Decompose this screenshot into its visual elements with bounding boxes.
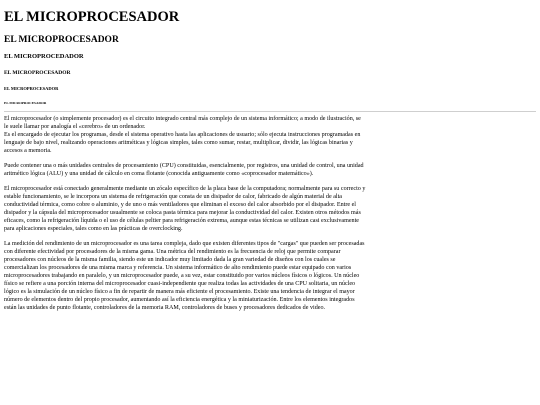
- paragraph-definition-line-2: Es el encargado de ejecutar los programas, desde el sistema operativo hasta las aplicaciones de usuario; sólo ejecuta instrucciones programadas en lenguaje de bajo nivel, realizando operaciones aritméticas y lógicas simples, tales como sumar, restar, multiplicar, dividir, las lógicas binarias y accesos a memoria.: [4, 131, 361, 154]
- heading-level-6: EL MICROPROCESADOR: [4, 101, 47, 105]
- heading-level-2: EL MICROPROCESADOR: [4, 35, 119, 45]
- paragraph-performance: La medición del rendimiento de un microprocesador es una tarea compleja, dado que existen diferentes tipos de "cargas" que pueden ser procesadas con diferente efectividad por procesadores de la misma gama. Una métrica del rendimiento es la frecuencia de reloj que permite comparar procesadores con núcleos de la misma familia, siendo este un indicador muy limitado dada la gran variedad de diseños con los cuales se comercializan los procesadores de una misma marca y referencia. Un sistema informático de alto rendimiento puede estar equipado con varios microprocesadores trabajando en paralelo, y un microprocesador puede, a su vez, estar constituido por varios núcleos físicos o lógicos. Un núcleo físico se refiere a una porción interna del microprocesador cuasi-independiente que realiza todas las actividades de una CPU solitaria, un núcleo lógico es la simulación de un núcleo físico a fin de repartir de manera más eficiente el procesamiento. Existe una tendencia de integrar el mayor número de elementos dentro del propio procesador, aumentando así la eficiencia energética y la miniaturización. Entre los elementos integrados están las unidades de punto flotante, controladores de la memoria RAM, controladores de buses y procesadores dedicados de video.: [4, 241, 365, 311]
- heading-level-3: EL MICROPROCEDADOR: [4, 53, 84, 60]
- horizontal-rule: [4, 111, 536, 112]
- paragraph-definition: [4, 116, 366, 156]
- heading-level-4: EL MICROPROCESADOR: [4, 70, 71, 76]
- body-text: [4, 116, 366, 312]
- paragraph-components: Puede contener una o más unidades centrales de procesamiento (CPU) constituidas, esencialmente, por registros, una unidad de control, una unidad aritmético lógica (ALU) y una unidad de cálculo en coma flotante (conocida antiguamente como «coprocesador matemático»).: [4, 163, 364, 177]
- paragraph-cooling: El microprocesador está conectado generalmente mediante un zócalo específico de la placa base de la computadora; normalmente para su correcto y estable funcionamiento, se le incorpora un sistema de refrigeración que consta de un disipador de calor, fabricado de algún material de alta conductividad térmica, como cobre o aluminio, y de uno o más ventiladores que eliminan el exceso del calor absorbido por el disipador. Entre el disipador y la cápsula del microprocesador usualmente se coloca pasta térmica para mejorar la conductividad del calor. Existen otros métodos más eficaces, como la refrigeración líquida o el uso de células peltier para refrigeración extrema, aunque estas técnicas se utilizan casi exclusivamente para aplicaciones especiales, tales como en las prácticas de overclocking.: [4, 186, 366, 232]
- heading-level-5: EL MICROPROCESADOR: [4, 86, 59, 91]
- paragraph-definition-line-1: El microprocesador (o simplemente procesador) es el circuito integrado central más complejo de un sistema informático; a modo de ilustración, se le suele llamar por analogía el «cerebro» de un ordenador.: [4, 116, 361, 130]
- heading-level-1: EL MICROPROCESADOR: [4, 9, 180, 25]
